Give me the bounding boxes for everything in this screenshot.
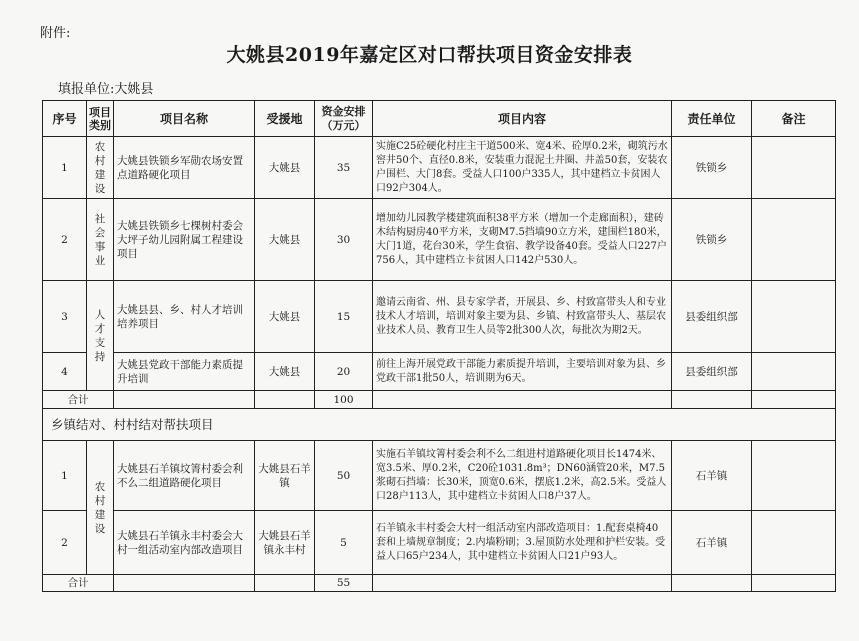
section-title: 乡镇结对、村村结对帮扶项目 <box>43 409 836 441</box>
table-header-row <box>43 101 836 137</box>
cell-location: 大姚县 <box>255 353 315 391</box>
cell-notes <box>752 511 836 575</box>
cell-empty <box>752 575 836 592</box>
attachment-label: 附件: <box>40 26 71 41</box>
cell-funds: 15 <box>315 281 373 353</box>
cell-location: 大姚县石羊镇 <box>255 441 315 511</box>
cell-dept: 铁锁乡 <box>672 199 752 281</box>
header-dept: 责任单位 <box>672 101 752 137</box>
subtotal-label: 合计 <box>43 391 114 409</box>
cell-seq: 2 <box>43 199 87 281</box>
page-title: 大姚县2019年嘉定区对口帮扶项目资金安排表 <box>226 44 633 66</box>
cell-seq: 2 <box>43 511 87 575</box>
cell-name: 大姚县铁锁乡七棵树村委会大坪子幼儿园附属工程建设项目 <box>114 199 255 281</box>
cell-seq: 1 <box>43 441 87 511</box>
cell-location: 大姚县石羊镇永丰村 <box>255 511 315 575</box>
cell-empty <box>672 391 752 409</box>
header-content: 项目内容 <box>373 101 672 137</box>
cell-content: 石羊镇永丰村委会大村一组活动室内部改造项目：1.配套桌椅40套和上墙规章制度；2.内墙粉刷；3.屋顶防水处理和护栏安装。受益人口65户234人，其中建档立卡贫困人口21户93人。 <box>373 511 672 575</box>
subtotal-funds: 100 <box>315 391 373 409</box>
cell-seq: 4 <box>43 353 87 391</box>
cell-funds: 30 <box>315 199 373 281</box>
cell-empty <box>255 575 315 592</box>
cell-content: 邀请云南省、州、县专家学者，开展县、乡、村致富带头人和专业技术人才培训，培训对象主要为县、乡镇、村致富带头人、基层农业技术人员、教育卫生人员等2批300人次，每批次为期2天。 <box>373 281 672 353</box>
cell-name: 大姚县党政干部能力素质提升培训 <box>114 353 255 391</box>
cell-dept: 石羊镇 <box>672 511 752 575</box>
subtotal-label: 合计 <box>43 575 114 592</box>
cell-dept: 县委组织部 <box>672 281 752 353</box>
cell-dept: 石羊镇 <box>672 441 752 511</box>
cell-content: 实施C25砼硬化村庄主干道500米、宽4米、砼厚0.2米，砌筑污水窖井50个、直径0.8米，安装重力混泥土井圈、井盖50套，安装农户围栏、大门8套。受益人口100户335人，其中建档立卡贫困人口92户304人。 <box>373 137 672 199</box>
cell-seq: 3 <box>43 281 87 353</box>
table-row <box>43 353 836 391</box>
cell-notes <box>752 281 836 353</box>
cell-seq: 1 <box>43 137 87 199</box>
table-row <box>43 511 836 575</box>
cell-category: 人才支持 <box>87 281 114 391</box>
cell-funds: 5 <box>315 511 373 575</box>
table-row <box>43 137 836 199</box>
header-notes: 备注 <box>752 101 836 137</box>
cell-empty <box>114 575 255 592</box>
cell-name: 大姚县铁锁乡军勋农场安置点道路硬化项目 <box>114 137 255 199</box>
cell-empty <box>373 391 672 409</box>
subtotal-row <box>43 575 836 592</box>
cell-empty <box>373 575 672 592</box>
header-category: 项目类别 <box>87 101 114 137</box>
cell-empty <box>114 391 255 409</box>
cell-notes <box>752 353 836 391</box>
cell-name: 大姚县石羊镇坟箐村委会利不么二组道路硬化项目 <box>114 441 255 511</box>
cell-dept: 县委组织部 <box>672 353 752 391</box>
table-row <box>43 281 836 353</box>
cell-empty <box>752 391 836 409</box>
cell-empty <box>672 575 752 592</box>
cell-notes <box>752 137 836 199</box>
section-row <box>43 409 836 441</box>
cell-funds: 50 <box>315 441 373 511</box>
cell-location: 大姚县 <box>255 137 315 199</box>
table-row <box>43 199 836 281</box>
cell-notes <box>752 199 836 281</box>
header-funds: 资金安排（万元） <box>315 101 373 137</box>
cell-funds: 20 <box>315 353 373 391</box>
header-location: 受援地 <box>255 101 315 137</box>
cell-content: 前往上海开展党政干部能力素质提升培训，主要培训对象为县、乡党政干部1批50人，培训期为6天。 <box>373 353 672 391</box>
reporting-unit: 填报单位:大姚县 <box>58 82 154 97</box>
cell-dept: 铁锁乡 <box>672 137 752 199</box>
cell-category: 农村建设 <box>87 441 114 575</box>
cell-content: 增加幼儿园教学楼建筑面积38平方米（增加一个走廊面积），建砖木结构厨房40平方米，支砌M7.5挡墙90立方米，建围栏180米，大门1道，花台30米，学生食宿、教学设备40套。受益人口227户756人，其中建档立卡贫困人口142户530人。 <box>373 199 672 281</box>
subtotal-row <box>43 391 836 409</box>
funding-table <box>42 100 836 592</box>
cell-empty <box>255 391 315 409</box>
cell-category: 农村建设 <box>87 137 114 199</box>
header-seq: 序号 <box>43 101 87 137</box>
cell-name: 大姚县县、乡、村人才培训培养项目 <box>114 281 255 353</box>
cell-content: 实施石羊镇坟箐村委会利不么二组进村道路硬化项目长1474米、宽3.5米、厚0.2米，C20砼1031.8m³；DN60涵管20米，M7.5浆砌石挡墙：长30米，顶宽0.6米，摆底1.2米，高2.5米。受益人口28户113人，其中建档立卡贫困人口8户37人。 <box>373 441 672 511</box>
cell-category: 社会事业 <box>87 199 114 281</box>
cell-notes <box>752 441 836 511</box>
header-name: 项目名称 <box>114 101 255 137</box>
cell-location: 大姚县 <box>255 199 315 281</box>
cell-location: 大姚县 <box>255 281 315 353</box>
cell-funds: 35 <box>315 137 373 199</box>
subtotal-funds: 55 <box>315 575 373 592</box>
cell-name: 大姚县石羊镇永丰村委会大村一组活动室内部改造项目 <box>114 511 255 575</box>
table-row <box>43 441 836 511</box>
